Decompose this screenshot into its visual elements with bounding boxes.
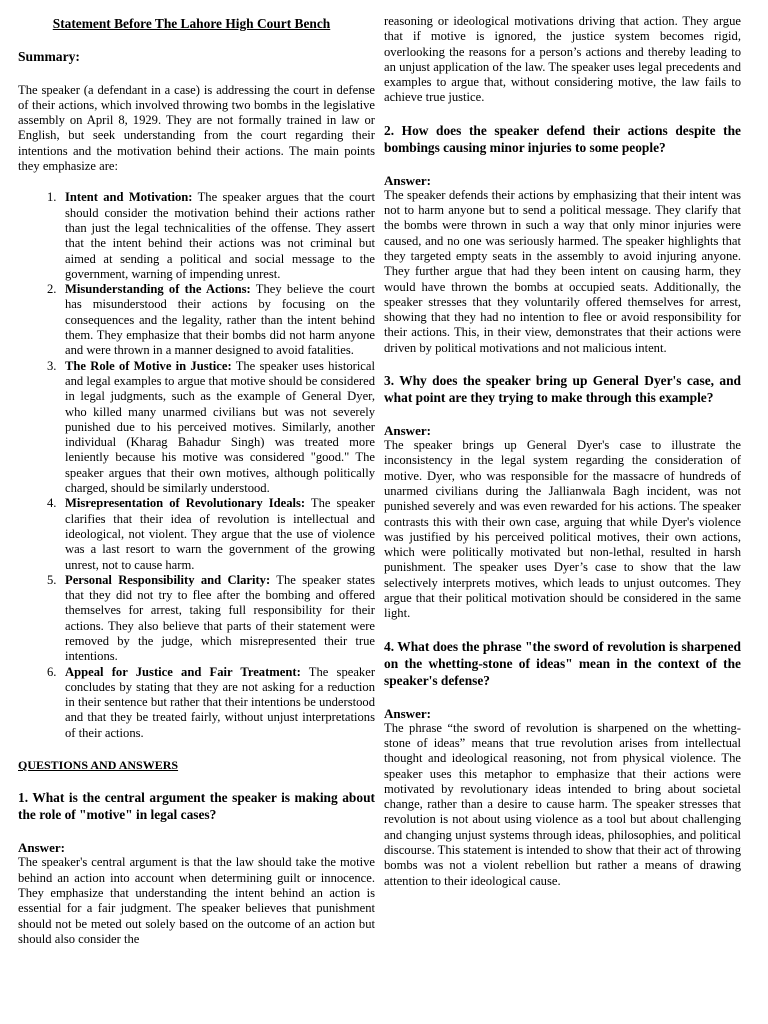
question-3: 3. Why does the speaker bring up General Dyer's case, and what point are they trying to make through this example? — [384, 373, 741, 406]
list-item-body: The speaker clarifies that their idea of revolution is intellectual and ideological, not violent. They argue that the use of violence was a last resort to warn the government of the growing unrest, not to cause harm. — [65, 496, 376, 572]
list-item — [18, 359, 375, 497]
list-item — [18, 665, 375, 741]
list-item-body: They believe the court has misunderstood their actions by focusing on the consequences and the legality, rather than the intent behind them. They emphasize that their bombs did not harm anyone and were thrown in a manner designed to avoid fatalities. — [65, 282, 375, 358]
answer-4-text: The phrase “the sword of revolution is sharpened on the whetting-stone of ideas” means that true revolution arises from intellectual thought and ideological reasoning, not from physical violence. The speaker uses this metaphor to emphasize that their actions were motivated by revolutionary ideas intended to bring about societal change, rather than a desire to cause harm. The speaker stresses that revolution is not about using violence as a tool but about challenging and changing unjust systems through ideas, philosophies, and political discourse. This statement is intended to show that their act of throwing bombs was not a violent rebellion but rather a means of drawing attention to their ideological cause. — [384, 720, 741, 888]
list-number: 3. — [47, 358, 57, 373]
answer-2-text: The speaker defends their actions by emphasizing that their intent was not to harm anyone but to send a political message. They clarify that the bombs were thrown in such a way that only minor injuries were caused, and no one was seriously harmed. The speaker highlights that they targeted empty seats in the assembly to avoid injuring anyone. They further argue that had they been intent on causing harm, they would have thrown the bombs at occupied seats. Additionally, the speaker stresses that they voluntarily offered themselves for arrest, showing that they had no intention to flee or avoid responsibility for their actions. This, in their view, demonstrates that their actions were driven by political motivations and not malicious intent. — [384, 187, 741, 355]
answer-3-text: The speaker brings up General Dyer's case to illustrate the inconsistency in the legal system regarding the consideration of motive. Dyer, who was responsible for the massacre of hundreds of unarmed civilians during the Jallianwala Bagh incident, was not punished severely and was even rewarded for his actions. The speaker contrasts this with their own case, arguing that while Dyer's violence was justified by his perceived political motives, their own actions, which were politically motivated but non-lethal, resulted in harsh punishment. The speaker uses Dyer’s case to show that the law selectively interprets motives, which leads to unjust outcomes. They argue that their political motivation should be considered in the same light. — [384, 438, 741, 621]
answer-1-continued: reasoning or ideological motivations driving that action. They argue that if motive is ignored, the justice system becomes rigid, overlooking the reasons for a person’s actions and thereby leading to an unjust application of the law. The speaker uses legal precedents and examples to argue that, without considering motive, the law fails to achieve true justice. — [384, 14, 741, 105]
list-item-body: The speaker concludes by stating that they are not asking for a reduction in their sentence but rather that their intentions be understood and that they be treated fairly, without unjust interpretations of their actions. — [65, 664, 376, 740]
list-number: 2. — [47, 282, 57, 297]
list-item-text — [65, 496, 375, 572]
list-item-title: The Role of Motive in Justice: — [65, 358, 232, 373]
list-item-text — [65, 573, 375, 665]
summary-paragraph: The speaker (a defendant in a case) is addressing the court in defense of their actions, which involved throwing two bombs in the legislative assembly on April 8, 1929. They are not formally trained in law or English, but seek understanding from the court regarding their intentions and the motivation behind their actions. The main points they emphasize are: — [18, 82, 375, 174]
left-column — [18, 14, 375, 1024]
list-item-body: The speaker uses historical and legal examples to argue that motive should be considered in legal judgments, such as the example of General Dyer, who killed many unarmed civilians but was not severely punished due to his perceived motives. Similarly, another individual (Kharag Bahadur Singh) was treated more leniently because his motive was considered "good." The speaker argues that their own motives, although politically charged, should be similarly understood. — [65, 358, 375, 496]
list-item-title: Appeal for Justice and Fair Treatment: — [65, 664, 301, 679]
list-item-body: The speaker states that they did not try to flee after the bombing and offered themselves for arrest, taking full responsibility for their actions. They also believe that parts of their statement were removed by the judge, which misrepresented their true intentions. — [65, 572, 375, 664]
answer-label: Answer: — [18, 840, 65, 856]
list-number: 5. — [47, 572, 57, 587]
list-number: 6. — [47, 664, 57, 679]
list-item — [18, 282, 375, 358]
main-points-list — [18, 190, 375, 741]
answer-label: Answer: — [384, 423, 431, 439]
list-item-text — [65, 282, 375, 358]
list-item — [18, 496, 375, 572]
list-item-text — [65, 665, 375, 741]
document-title: Statement Before The Lahore High Court Bench — [52, 16, 331, 31]
list-item — [18, 573, 375, 665]
list-number: 1. — [47, 190, 57, 205]
list-item-text — [65, 359, 375, 497]
answer-1-text: The speaker's central argument is that the law should take the motive behind an action into account when determining guilt or innocence. They emphasize that understanding the intent behind an action is essential for a fair judgment. The speaker believes that punishment should not be meted out solely based on the outcome of an action but should also consider the — [18, 855, 375, 946]
question-4: 4. What does the phrase "the sword of revolution is sharpened on the whetting-stone of ideas" mean in the context of the speaker's defense? — [384, 638, 741, 688]
list-number: 4. — [47, 496, 57, 511]
list-item — [18, 190, 375, 282]
answer-label: Answer: — [384, 705, 431, 721]
list-item-title: Personal Responsibility and Clarity: — [65, 572, 271, 587]
question-2: 2. How does the speaker defend their actions despite the bombings causing minor injuries to some people? — [384, 122, 741, 155]
right-column — [384, 14, 741, 1024]
qa-section-heading: QUESTIONS AND ANSWERS — [18, 758, 179, 773]
list-item-text — [65, 190, 375, 282]
list-item-title: Misrepresentation of Revolutionary Ideals: — [65, 496, 306, 511]
list-item-body: The speaker argues that the court should consider the motivation behind their actions rather than just the legal technicalities of the offense. They assert that the intent behind their actions was not criminal but aimed at sending a political and social message to the government, warning of impending unrest. — [65, 190, 375, 281]
list-item-title: Misunderstanding of the Actions: — [65, 282, 251, 297]
answer-label: Answer: — [384, 172, 431, 188]
summary-heading: Summary: — [18, 49, 80, 65]
question-1: 1. What is the central argument the speaker is making about the role of "motive" in legal cases? — [18, 790, 375, 823]
list-item-title: Intent and Motivation: — [65, 190, 193, 205]
